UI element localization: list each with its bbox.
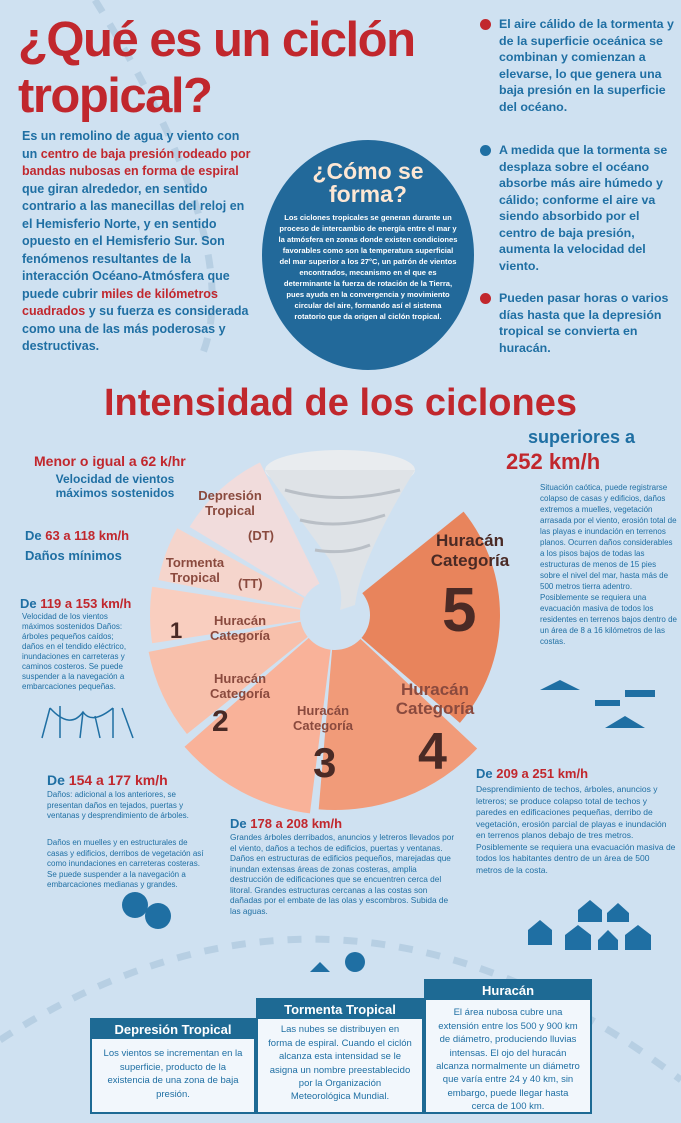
wedge-label-c5: Huracán Categoría bbox=[430, 531, 510, 570]
wedge-label-c2: Huracán Categoría bbox=[210, 671, 270, 701]
wedge-abbr-tt: (TT) bbox=[238, 576, 263, 591]
wedge-number-3: 3 bbox=[313, 739, 337, 786]
bullet-dot-icon bbox=[480, 19, 491, 30]
wedge-label-c1: Huracán Categoría bbox=[210, 613, 270, 643]
bullet-item: Pueden pasar horas o varios días hasta que la depresión tropical se convierta en huracán. bbox=[476, 290, 679, 356]
power-lines-icon bbox=[42, 706, 133, 738]
wedge-label-tt: Tormenta Tropical bbox=[165, 555, 225, 585]
range-c1-text: Velocidad de los vientos máximos sostenidos Daños: árboles pequeños caídos; daños en el tendido eléctrico, inundaciones en carreteras y caminos costeros. Se puede suspender a la navegación a embarcaciones pequeñas. bbox=[22, 612, 127, 691]
bullet-item: A medida que la tormenta se desplaza sobre el océano absorbe más aire húmedo y cálido; conforme el aire va siendo absorbido por el centro de baja presión, aumenta la velocidad del viento. bbox=[476, 142, 679, 274]
wedge-number-5: 5 bbox=[442, 576, 477, 645]
range-tt: De 63 a 118 km/h bbox=[25, 528, 130, 543]
range-c2: De 154 a 177 km/h bbox=[47, 772, 168, 788]
range-c3: De 178 a 208 km/h bbox=[230, 816, 343, 831]
range-c1: De 119 a 153 km/h bbox=[20, 596, 132, 611]
info-box-huracan: Huracán El área nubosa cubre una extensión entre los 500 y 900 km de diámetro, produciendo lluvias intensas. El ojo del huracán alcanza normalmente un diámetro que varía entre 24 y 40 km, sin embargo, puede llegar hasta cerca de 100 km. bbox=[424, 979, 592, 1114]
wedge-number-2: 2 bbox=[212, 705, 229, 738]
formation-title: ¿Cómo se forma? bbox=[312, 158, 424, 207]
range-c3-text: Grandes árboles derribados, anuncios y letreros llevados por el viento, daños a techos de edificios, puertas y ventanas. Daños en estructuras de edificios pequeños, marejadas que inundan extensas áreas de zonas costeras, amplia destrucción de edificaciones que se encuentren cerca del litoral. Grandes estructuras cercanas a las costas son dañadas por el embate de las olas y escombros. Subida de las aguas. bbox=[230, 832, 455, 916]
formation-text: Los ciclones tropicales se generan durante un proceso de intercambio de energía entre el mar y la atmósfera en zonas donde existen condiciones favorables como son la temperatura superficial del mar superior a los 27°C, un patrón de vientos encontrados, mecanismo en el que es determinante la fuerza de rotación de la Tierra, pues ayuda en la convergencia y movimiento circular del aire, formando así el sistema rotatorio que da origen al ciclón tropical. bbox=[278, 213, 458, 321]
wedge-abbr-dt: (DT) bbox=[248, 528, 274, 543]
range-dt-speed: Menor o igual a 62 k/hr bbox=[34, 453, 186, 469]
range-c5-pre: superiores a bbox=[528, 427, 636, 447]
info-box-tormenta: Tormenta Tropical Las nubes se distribuyen en forma de espiral. Cuando el ciclón alcanza esta intensidad se le asigna un nombre preestablecido por la Organización Meteorológica Mundial. bbox=[256, 998, 424, 1114]
range-c4-text: Desprendimiento de techos, árboles, anuncios y letreros; se produce colapso total de techos y paredes en edificaciones pequeñas, derribo de vegetación, erosión parcial de playas e inundación en terrenos planos debajo de tres metros. Posiblemente se requiera una evacuación masiva de todos los habitantes dentro de un área de 500 metros de la costa. bbox=[476, 784, 676, 875]
wedge-label-dt: Depresión Tropical bbox=[198, 488, 262, 518]
bullet-dot-icon bbox=[480, 145, 491, 156]
info-box-depresion: Depresión Tropical Los vientos se incrementan en la superficie, producto de la existencia de una zona de baja presión. bbox=[90, 1018, 256, 1114]
wedge-label-c4: Huracán Categoría bbox=[395, 680, 475, 718]
range-c5-text: Situación caótica, puede registrarse colapso de casas y edificios, daños extremos a muelles, vegetación arrasada por el viento, erosión total de las playas e inundación en terrenos planos. Ocurren daños considerables a los pisos bajos de todas las estructuras de menos de 15 pies sobre el nivel del mar, hasta más de 500 metros tierra adentro. Posiblemente se requiera una evacuación masiva de todos los residentes en terrenos bajos dentro de un área de 8 a 16 kilómetros de las costas. bbox=[540, 483, 677, 646]
range-c5-speed: 252 km/h bbox=[506, 449, 601, 474]
range-dt-sub: Velocidad de vientos máximos sostenidos bbox=[55, 472, 175, 500]
bullet-dot-icon bbox=[480, 293, 491, 304]
range-c2-text2: Daños en muelles y en estructurales de casas y edificios, derribos de vegetación así como inundaciones en carreteras costeras. Se puede suspender a la navegación a embarcaciones medianas y grandes. bbox=[47, 838, 204, 889]
wedge-label-c3: Huracán Categoría bbox=[293, 703, 353, 733]
wedge-number-4: 4 bbox=[418, 723, 447, 781]
formation-circle bbox=[262, 140, 474, 370]
intro-paragraph: Es un remolino de agua y viento con un centro de baja presión rodeado por bandas nubosas en forma de espiral que giran alrededor, en sentido contrario a las manecillas del reloj en el Hemisferio Norte, y en sentido opuesto en el Hemisferio Sur. Son fenómenos resultantes de la interacción Océano-Atmósfera que puede cubrir miles de kilómetros cuadrados y su fuerza es considerada como una de las más poderosas y destructivas. bbox=[22, 129, 251, 353]
wedge-number-1: 1 bbox=[170, 618, 183, 643]
page-title: ¿Qué es un ciclón tropical? bbox=[18, 13, 415, 123]
range-c4: De 209 a 251 km/h bbox=[476, 766, 589, 781]
intensity-title: Intensidad de los ciclones bbox=[103, 382, 577, 424]
range-c2-text1: Daños: adicional a los anteriores, se presentan daños en tejados, puertas y ventanas y desprendimiento de árboles. bbox=[47, 790, 189, 820]
range-tt-sub: Daños mínimos bbox=[25, 548, 122, 563]
bullet-item: El aire cálido de la tormenta y de la superficie oceánica se combinan y comienzan a elevarse, lo que genera una baja presión en la superficie del océano. bbox=[476, 16, 679, 115]
